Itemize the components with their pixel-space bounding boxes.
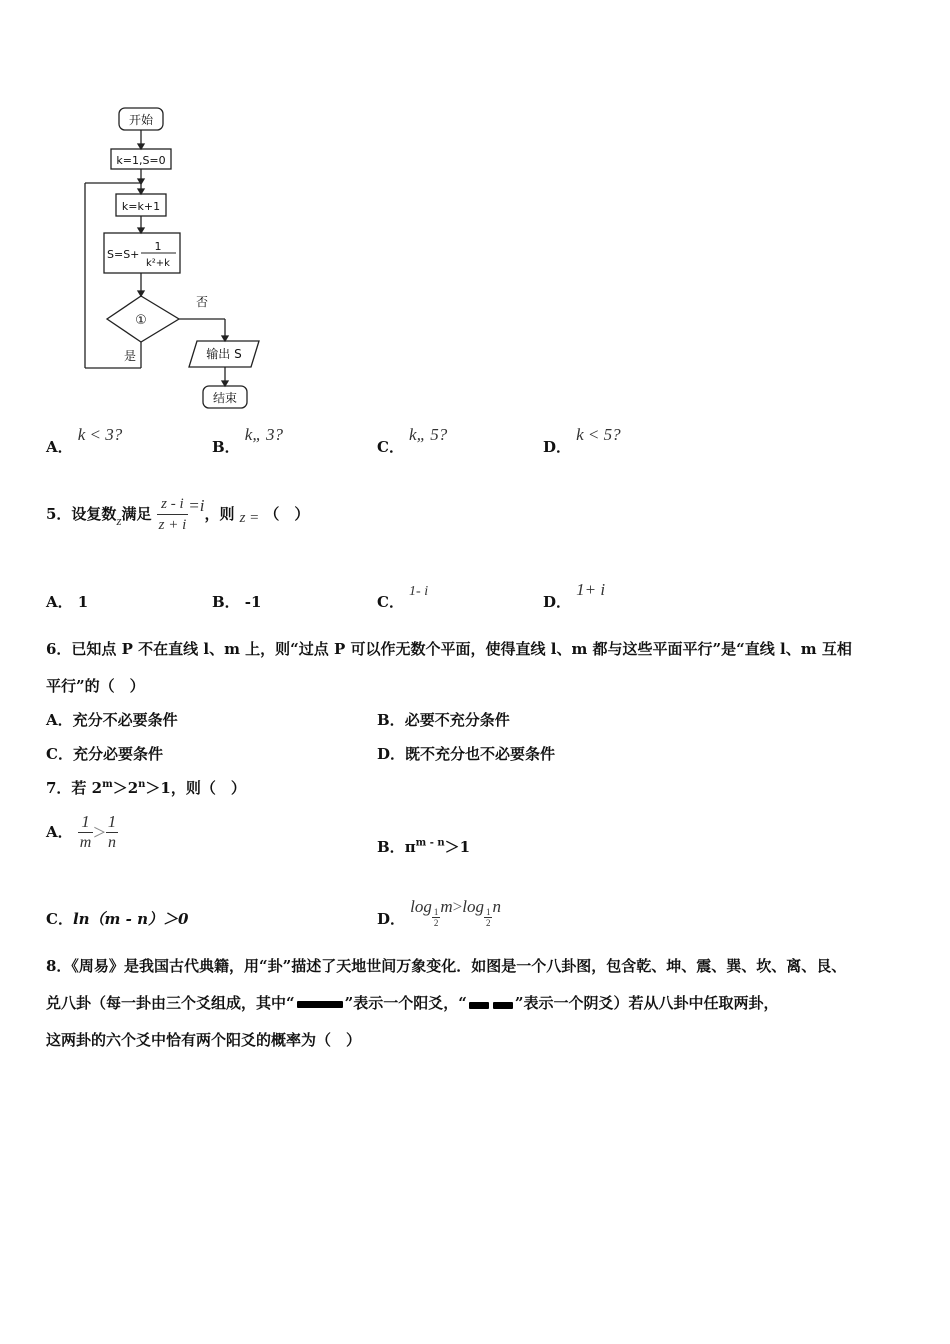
q4-option-a[interactable] xyxy=(46,425,123,457)
option-letter: D． xyxy=(543,438,572,456)
q7-d-base2-den: 2 xyxy=(485,918,491,928)
option-expr: k < 5? xyxy=(576,425,621,444)
q7-stem-suffix: ＞1，则（ ） xyxy=(145,779,246,797)
q6-option-c[interactable] xyxy=(46,743,163,764)
option-letter: A． xyxy=(46,823,73,841)
q8-line2-c: ”表示一个阴爻）若从八卦中任取两卦， xyxy=(514,994,779,1012)
q5-frac-den: z + i xyxy=(158,517,187,533)
q6-option-a[interactable] xyxy=(46,709,178,730)
option-letter: D． xyxy=(543,593,572,611)
flowchart-incr-label: k=k+1 xyxy=(121,200,161,213)
q7-a-num2: 1 xyxy=(107,812,117,831)
option-letter: C． xyxy=(377,438,404,456)
q7-d-base1-den: 2 xyxy=(433,918,439,928)
q6-stem-line2: 平行”的（ ） xyxy=(46,677,145,695)
option-letter: C． xyxy=(46,745,73,763)
q6-option-b[interactable] xyxy=(377,709,510,730)
option-text: ln（m - n）＞0 xyxy=(72,910,189,928)
q7-a-frac2 xyxy=(106,812,119,853)
option-letter: B． xyxy=(377,711,405,729)
flowchart xyxy=(70,100,290,420)
yin-yao-symbol xyxy=(469,995,513,1013)
q5-option-a[interactable] xyxy=(46,591,88,612)
option-expr: k < 3? xyxy=(77,425,123,444)
option-value: 1- i xyxy=(409,584,429,599)
flowchart-end-label: 结束 xyxy=(212,391,238,405)
q4-option-d[interactable] xyxy=(543,425,621,457)
q7-option-a[interactable] xyxy=(46,812,118,853)
q8-stem-line2 xyxy=(46,992,779,1013)
q5-option-b[interactable] xyxy=(212,591,261,612)
q7-stem-prefix: 7．若 2 xyxy=(46,779,103,797)
q7-option-b[interactable] xyxy=(377,836,470,857)
option-letter: A． xyxy=(46,711,73,729)
q5-var-z: z xyxy=(116,513,122,528)
option-text: 既不充分也不必要条件 xyxy=(405,745,556,763)
option-letter: D． xyxy=(377,910,406,928)
q7-stem xyxy=(46,777,246,798)
q8-stem-line3: 这两卦的六个爻中恰有两个阳爻的概率为（ ） xyxy=(46,1031,362,1049)
option-text: 必要不充分条件 xyxy=(404,711,510,729)
flowchart-assign-num: 1 xyxy=(154,240,162,253)
q7-gt1: ＞2 xyxy=(112,779,139,797)
q5-z-eq: z = xyxy=(239,510,260,526)
option-letter: C． xyxy=(377,593,404,611)
option-text: 充分不必要条件 xyxy=(72,711,178,729)
q7-b-exp: m - n xyxy=(415,837,445,849)
q7-sup-m: m xyxy=(102,779,113,790)
q5-eq: =i xyxy=(188,496,205,515)
q7-option-d[interactable] xyxy=(377,896,501,928)
q5-fraction xyxy=(157,494,189,535)
q7-b-rest: ＞1 xyxy=(444,838,471,856)
q8-stem-line1: 8．《周易》是我国古代典籍，用“卦”描述了天地世间万象变化．如图是一个八卦图，包含乾、坤、震、巽、坎、离、艮、 xyxy=(46,957,847,975)
flowchart-no-label: 否 xyxy=(196,295,209,309)
q7-sup-n: n xyxy=(138,779,146,790)
flowchart-assign-den: k²+k xyxy=(146,258,170,269)
option-letter: C． xyxy=(46,910,73,928)
option-letter: B． xyxy=(212,438,240,456)
flowchart-init-label: k=1,S=0 xyxy=(116,154,166,167)
q7-d-base2 xyxy=(484,907,493,928)
option-letter: B． xyxy=(212,593,240,611)
option-text: 充分必要条件 xyxy=(72,745,163,763)
q7-d-log2: log xyxy=(462,897,484,916)
q8-line2-b: ”表示一个阳爻，“ xyxy=(344,994,467,1012)
option-letter: B． xyxy=(377,838,405,856)
q7-a-frac1 xyxy=(78,812,94,853)
q5-paren: （ ） xyxy=(264,505,310,523)
q5-mid: 满足 xyxy=(121,505,152,523)
option-value: 1 xyxy=(77,593,89,611)
option-expr: k„ 3? xyxy=(244,425,284,444)
q5-stem xyxy=(46,494,309,535)
q7-a-num1: 1 xyxy=(78,812,94,833)
q5-frac-num: z - i xyxy=(157,494,189,515)
flowchart-assign-prefix: S=S+ xyxy=(107,248,140,261)
option-expr: k„ 5? xyxy=(409,425,448,444)
q7-d-base2-num: 1 xyxy=(485,907,491,917)
q8-line2-a: 兑八卦（每一卦由三个爻组成，其中“ xyxy=(46,994,295,1012)
q7-a-den2: n xyxy=(107,834,116,851)
q6-option-d[interactable] xyxy=(377,743,555,764)
q7-a-den1: m xyxy=(79,834,92,851)
option-value: -1 xyxy=(244,593,262,611)
option-value: 1+ i xyxy=(576,580,606,599)
q7-b-base: π xyxy=(404,838,416,856)
q7-d-log1: log xyxy=(410,897,432,916)
option-letter: D． xyxy=(377,745,406,763)
flowchart-decision-label: ① xyxy=(135,313,147,328)
q4-option-b[interactable] xyxy=(212,425,284,457)
q6-stem-line1: 6．已知点 P 不在直线 l、m 上，则“过点 P 可以作无数个平面，使得直线 l、m 都与这些平面平行”是“直线 l、m 互相 xyxy=(46,640,852,658)
q5-option-d[interactable] xyxy=(543,580,606,612)
q5-after: ，则 xyxy=(204,505,235,523)
q5-prefix: 5．设复数 xyxy=(46,505,117,523)
option-letter: A． xyxy=(46,438,73,456)
q7-d-base1-num: 1 xyxy=(433,907,439,917)
flowchart-output-label: 输出 S xyxy=(206,347,242,361)
flowchart-start-label: 开始 xyxy=(128,113,154,127)
q7-option-c[interactable] xyxy=(46,908,188,929)
yang-yao-symbol xyxy=(297,1001,343,1008)
flowchart-yes-label: 是 xyxy=(124,349,137,363)
q4-option-c[interactable] xyxy=(377,425,448,457)
q7-d-base1 xyxy=(432,907,441,928)
q7-d-gt: > xyxy=(452,897,463,916)
q5-option-c[interactable] xyxy=(377,584,429,612)
q7-a-gt: > xyxy=(93,819,106,845)
q7-d-n: n xyxy=(492,897,501,916)
q7-d-m: m xyxy=(440,897,453,916)
option-letter: A． xyxy=(46,593,73,611)
